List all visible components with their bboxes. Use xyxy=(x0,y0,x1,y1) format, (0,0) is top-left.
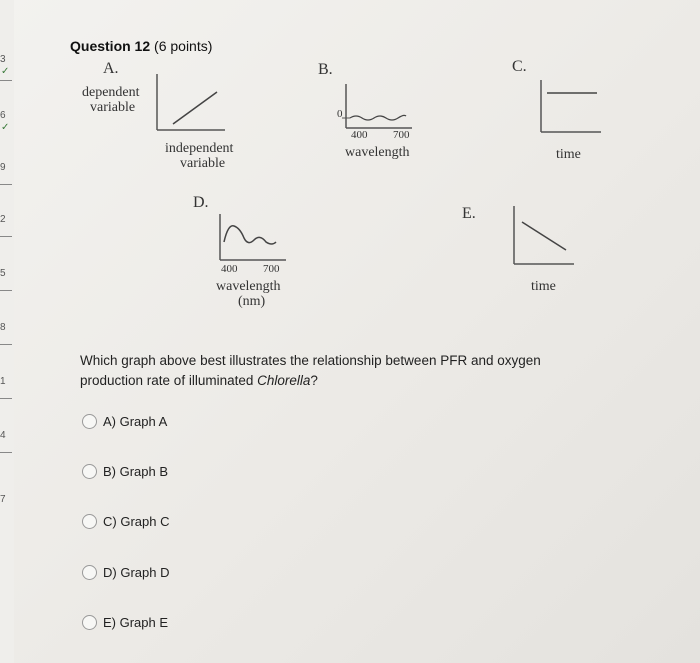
sidebar-number[interactable]: 4 xyxy=(0,430,6,441)
option-label: E) Graph E xyxy=(103,615,169,630)
divider xyxy=(0,236,12,237)
prompt-text: Which graph above best illustrates the relationship between PFR and oxygen production rate of illuminated xyxy=(80,353,541,388)
graph-d-plot xyxy=(214,212,294,264)
radio-button[interactable] xyxy=(82,565,97,580)
radio-button[interactable] xyxy=(82,414,97,429)
graph-d-xlabel: (nm) xyxy=(238,294,266,309)
graph-d-tick: 700 xyxy=(263,263,280,275)
divider xyxy=(0,344,12,345)
graph-e-letter: E. xyxy=(462,205,476,222)
divider xyxy=(0,452,12,453)
graph-a-xlabel: variable xyxy=(180,156,226,171)
divider xyxy=(0,80,12,81)
graph-a-letter: A. xyxy=(103,60,119,77)
check-icon: ✓ xyxy=(1,122,10,133)
prompt-suffix: ? xyxy=(310,373,318,388)
graph-d-tick: 400 xyxy=(221,263,238,275)
graph-e-plot xyxy=(508,204,580,270)
graph-a-plot xyxy=(155,72,235,134)
graph-c-letter: C. xyxy=(512,58,527,75)
graph-c-plot xyxy=(535,78,607,136)
sidebar-number[interactable]: 6 xyxy=(0,110,6,121)
question-prompt xyxy=(80,351,580,391)
sidebar-number[interactable]: 1 xyxy=(0,376,6,387)
graph-b-xlabel: wavelength xyxy=(345,145,410,160)
sidebar-number[interactable]: 2 xyxy=(0,214,6,225)
option-label: B) Graph B xyxy=(103,464,169,479)
graph-a-xlabel: independent xyxy=(165,141,234,156)
graph-b-tick: 700 xyxy=(393,129,410,141)
graph-c-xlabel: time xyxy=(556,147,581,162)
sidebar-number[interactable]: 8 xyxy=(0,322,6,333)
graph-a-ylabel: variable xyxy=(90,100,136,115)
check-icon: ✓ xyxy=(1,66,10,77)
option-label: C) Graph C xyxy=(103,514,170,529)
graph-a-ylabel: dependent xyxy=(82,85,140,100)
option-label: A) Graph A xyxy=(103,414,168,429)
option-a[interactable] xyxy=(82,414,167,429)
sidebar-number[interactable]: 7 xyxy=(0,494,6,505)
divider xyxy=(0,290,12,291)
graph-d-xlabel: wavelength xyxy=(216,279,281,294)
sidebar-number[interactable]: 3 xyxy=(0,54,6,65)
radio-button[interactable] xyxy=(82,615,97,630)
question-number: Question 12 xyxy=(70,38,151,54)
radio-button[interactable] xyxy=(82,464,97,479)
sidebar-number[interactable]: 9 xyxy=(0,162,6,173)
graph-b-tick: 400 xyxy=(351,129,368,141)
graph-e-xlabel: time xyxy=(531,279,556,294)
question-points: (6 points) xyxy=(154,38,213,54)
option-d[interactable] xyxy=(82,565,169,580)
question-title xyxy=(70,38,212,54)
divider xyxy=(0,184,12,185)
graph-d-letter: D. xyxy=(193,194,209,211)
option-e[interactable] xyxy=(82,615,168,630)
graph-b-letter: B. xyxy=(318,61,333,78)
radio-button[interactable] xyxy=(82,514,97,529)
option-b[interactable] xyxy=(82,464,168,479)
divider xyxy=(0,398,12,399)
sidebar-number[interactable]: 5 xyxy=(0,268,6,279)
option-c[interactable] xyxy=(82,514,169,529)
option-label: D) Graph D xyxy=(103,565,170,580)
question-sidebar xyxy=(0,0,14,663)
prompt-italic: Chlorella xyxy=(257,373,311,388)
graph-b-plot xyxy=(340,82,420,132)
graph-b-zero: 0 xyxy=(337,108,343,120)
